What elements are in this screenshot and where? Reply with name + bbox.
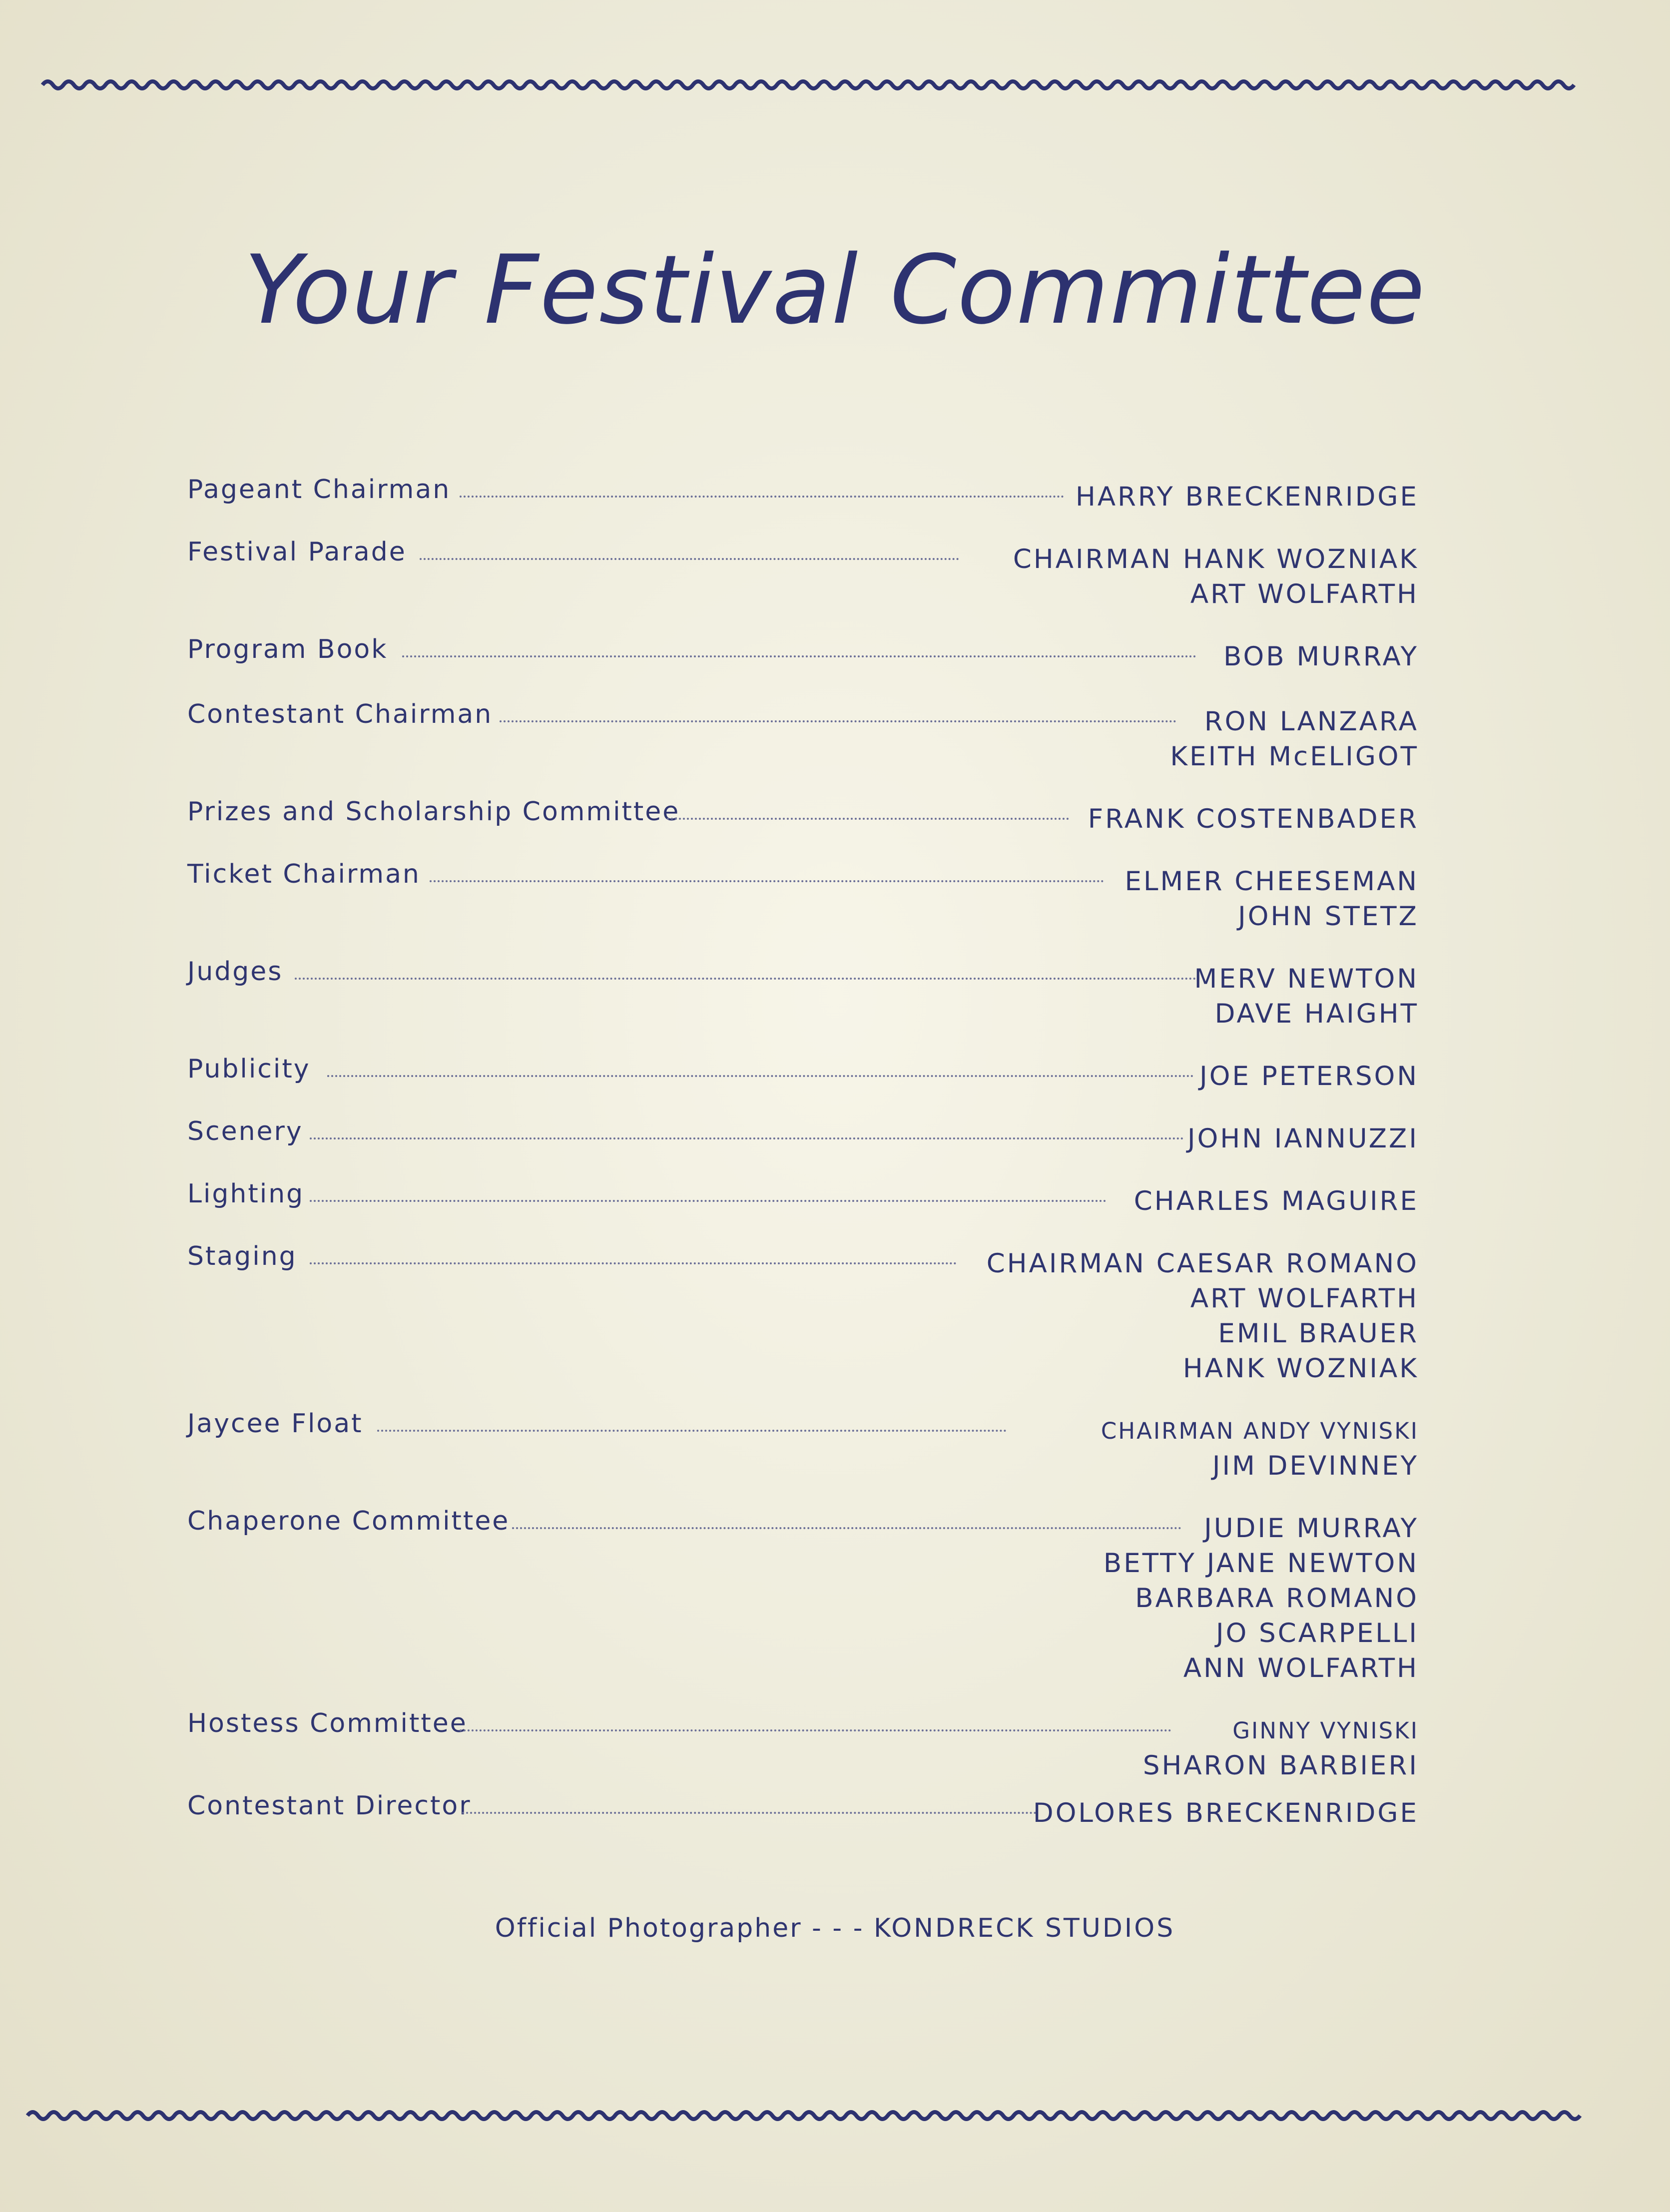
member-name: DOLORES BRECKENRIDGE <box>1033 1798 1419 1828</box>
committee-row-judges <box>187 957 1419 1032</box>
role-label: Jaycee Float <box>187 1409 363 1439</box>
photographer-credit <box>0 1913 1670 1943</box>
dotted-leader <box>402 655 1196 657</box>
member-name: BARBARA ROMANO <box>1135 1583 1419 1614</box>
member-name: CHARLES MAGUIRE <box>1133 1186 1419 1216</box>
names-list <box>1101 1414 1419 1484</box>
role-label: Chaperone Committee <box>187 1506 510 1536</box>
member-name: JIM DEVINNEY <box>1212 1451 1419 1481</box>
committee-row-program-book <box>187 634 1419 674</box>
photographer-label: Official Photographer - - - <box>495 1913 864 1943</box>
committee-row-hostess-committee <box>187 1708 1419 1783</box>
committee-row-publicity <box>187 1054 1419 1094</box>
member-name: ELMER CHEESEMAN <box>1124 866 1419 897</box>
committee-row-ticket-chairman <box>187 859 1419 934</box>
dotted-leader <box>420 558 959 560</box>
committee-row-lighting <box>187 1179 1419 1219</box>
bottom-wave-border <box>0 2101 1670 2131</box>
dotted-leader <box>295 978 1196 980</box>
member-name: RON LANZARA <box>1204 706 1419 737</box>
photographer-studio: KONDRECK STUDIOS <box>874 1913 1175 1943</box>
role-label: Scenery <box>187 1116 303 1146</box>
committee-row-contestant-director <box>187 1791 1419 1831</box>
role-label: Hostess Committee <box>187 1708 468 1738</box>
member-name: CHAIRMAN HANK WOZNIAK <box>1013 544 1419 574</box>
dotted-leader <box>310 1137 1184 1139</box>
member-name: JUDIE MURRAY <box>1204 1513 1419 1544</box>
names-list <box>1104 1511 1419 1686</box>
dotted-leader <box>667 818 1069 820</box>
role-label: Ticket Chairman <box>187 859 421 889</box>
role-label: Judges <box>187 957 283 987</box>
committee-row-pageant-chairman <box>187 475 1419 515</box>
names-list <box>1199 1059 1419 1094</box>
dotted-leader <box>460 1729 1171 1731</box>
member-name: GINNY VYNISKI <box>1232 1717 1419 1744</box>
committee-row-staging <box>187 1241 1419 1386</box>
member-name: MERV NEWTON <box>1194 964 1419 994</box>
member-name: FRANK COSTENBADER <box>1088 804 1419 834</box>
names-list <box>1187 1121 1419 1156</box>
member-name: JOHN STETZ <box>1238 901 1419 932</box>
member-name: ART WOLFARTH <box>1190 1283 1419 1314</box>
member-name: EMIL BRAUER <box>1218 1318 1419 1349</box>
member-name: ART WOLFARTH <box>1190 579 1419 609</box>
names-list <box>1170 704 1419 774</box>
names-list <box>1134 1184 1419 1219</box>
member-name: JOHN IANNUZZI <box>1187 1123 1419 1154</box>
role-label: Contestant Director <box>187 1791 472 1821</box>
page-title: Your Festival Committee <box>244 235 1426 345</box>
names-list <box>1125 864 1419 934</box>
committee-row-scenery <box>187 1116 1419 1156</box>
committee-row-contestant-chairman <box>187 699 1419 774</box>
role-label: Contestant Chairman <box>187 699 493 729</box>
member-name: CHAIRMAN ANDY VYNISKI <box>1101 1418 1419 1444</box>
role-label: Pageant Chairman <box>187 475 451 505</box>
names-list <box>1143 1713 1419 1783</box>
dotted-leader <box>377 1430 1007 1432</box>
member-name: JO SCARPELLI <box>1215 1618 1419 1649</box>
names-list <box>1223 639 1419 674</box>
names-list <box>1076 480 1419 515</box>
dotted-leader <box>310 1262 957 1264</box>
committee-row-festival-parade <box>187 537 1419 612</box>
member-name: CHAIRMAN CAESAR ROMANO <box>986 1248 1419 1279</box>
names-list <box>1088 802 1419 837</box>
member-name: SHARON BARBIERI <box>1142 1750 1419 1781</box>
dotted-leader <box>462 1812 1037 1814</box>
role-label: Lighting <box>187 1179 305 1209</box>
names-list <box>1013 542 1419 612</box>
member-name: HARRY BRECKENRIDGE <box>1076 482 1419 512</box>
member-name: KEITH McELIGOT <box>1170 741 1419 772</box>
member-name: ANN WOLFARTH <box>1183 1653 1419 1683</box>
names-list <box>1194 962 1419 1032</box>
member-name: JOE PETERSON <box>1199 1061 1419 1092</box>
names-list <box>987 1246 1419 1386</box>
role-label: Program Book <box>187 634 388 664</box>
committee-row-prizes-scholarship <box>187 797 1419 837</box>
dotted-leader <box>430 880 1104 882</box>
role-label: Prizes and Scholarship Committee <box>187 797 680 827</box>
dotted-leader <box>310 1200 1107 1202</box>
member-name: BETTY JANE NEWTON <box>1103 1548 1419 1579</box>
member-name: BOB MURRAY <box>1223 641 1419 672</box>
role-label: Festival Parade <box>187 537 407 567</box>
dotted-leader <box>460 496 1064 498</box>
role-label: Staging <box>187 1241 297 1271</box>
role-label: Publicity <box>187 1054 311 1084</box>
dotted-leader <box>327 1075 1194 1077</box>
committee-row-jaycee-float <box>187 1409 1419 1484</box>
dotted-leader <box>500 720 1176 722</box>
committee-row-chaperone-committee <box>187 1506 1419 1686</box>
member-name: DAVE HAIGHT <box>1214 999 1419 1029</box>
names-list <box>1033 1796 1419 1831</box>
dotted-leader <box>512 1527 1181 1529</box>
member-name: HANK WOZNIAK <box>1182 1353 1419 1384</box>
